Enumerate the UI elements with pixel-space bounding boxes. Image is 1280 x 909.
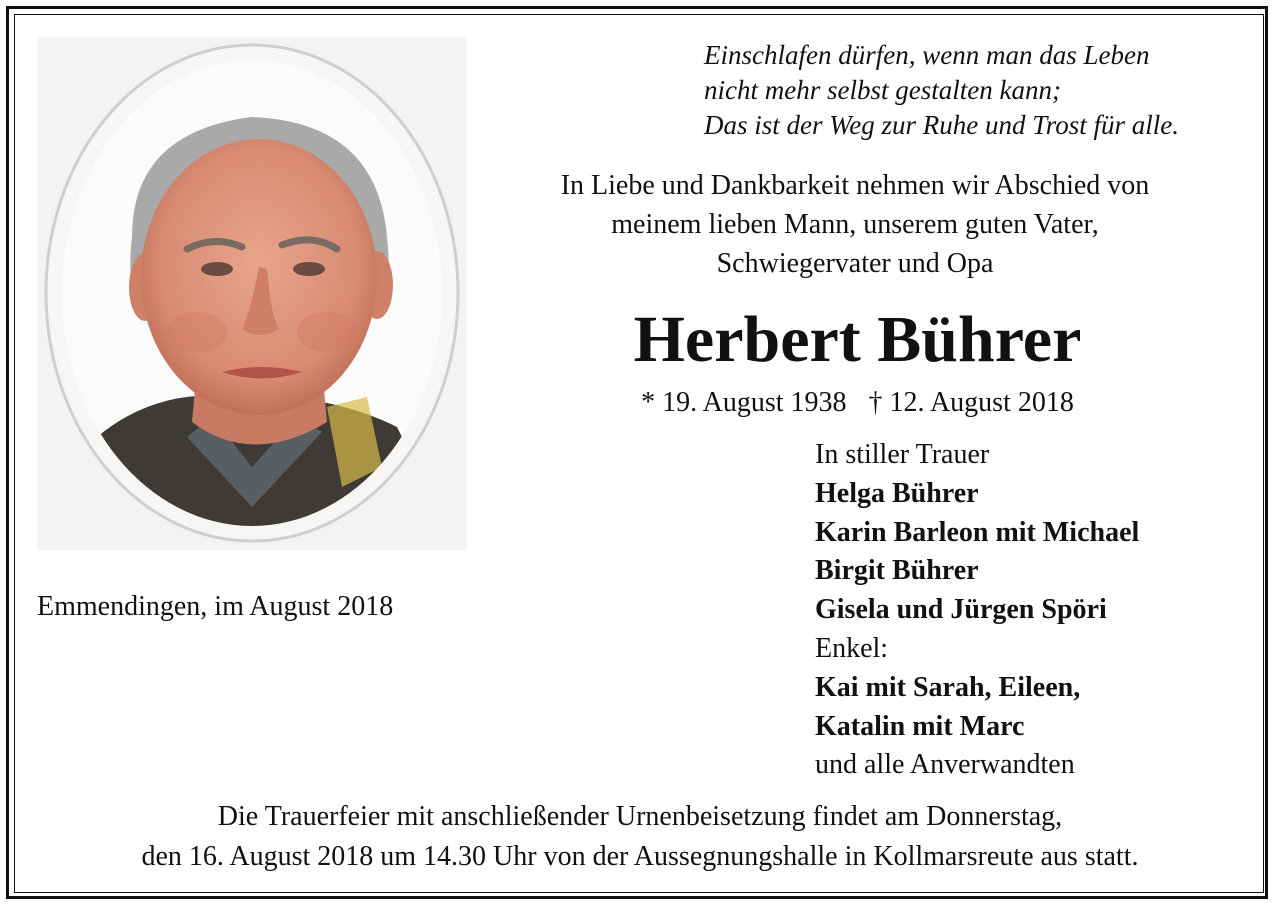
grandchild-names: Katalin mit Marc <box>815 710 1025 742</box>
birth-date: * 19. August 1938 <box>641 387 847 418</box>
funeral-line: Die Trauerfeier mit anschließender Urnenbeisetzung findet am Donnerstag, <box>217 801 1063 832</box>
mourner-name: Karin Barleon mit Michael <box>815 516 1140 548</box>
farewell-text <box>480 166 1230 283</box>
grandchild-names: Kai mit Sarah, Eileen, <box>815 671 1081 703</box>
mourner-name: Helga Bührer <box>815 477 979 509</box>
farewell-line: In Liebe und Dankbarkeit nehmen wir Abschied von <box>560 170 1150 201</box>
death-date: † 12. August 2018 <box>868 387 1074 418</box>
portrait-photo <box>37 37 467 550</box>
poem-line: Das ist der Weg zur Ruhe und Trost für alle. <box>704 110 1180 140</box>
poem-line: nicht mehr selbst gestalten kann; <box>704 75 1061 105</box>
mourners-heading: In stiller Trauer <box>815 439 990 470</box>
mourner-name: Birgit Bührer <box>815 555 979 587</box>
deceased-name: Herbert Bührer <box>633 303 1082 376</box>
funeral-notice <box>20 797 1260 877</box>
farewell-line: Schwiegervater und Opa <box>716 248 994 279</box>
mourner-name: Gisela und Jürgen Spöri <box>815 594 1107 626</box>
mourners-closing: und alle Anverwandten <box>815 749 1075 781</box>
funeral-line: den 16. August 2018 um 14.30 Uhr von der Aussegnungshalle in Kollmarsreute aus statt. <box>141 841 1139 872</box>
grandchildren-label: Enkel: <box>815 632 889 664</box>
place-date: Emmendingen, im August 2018 <box>37 591 394 622</box>
life-dates <box>480 384 1235 422</box>
poem <box>704 38 1179 143</box>
poem-line: Einschlafen dürfen, wenn man das Leben <box>704 40 1150 70</box>
farewell-line: meinem lieben Mann, unserem guten Vater, <box>611 209 1099 240</box>
mourners-list <box>815 436 1139 785</box>
